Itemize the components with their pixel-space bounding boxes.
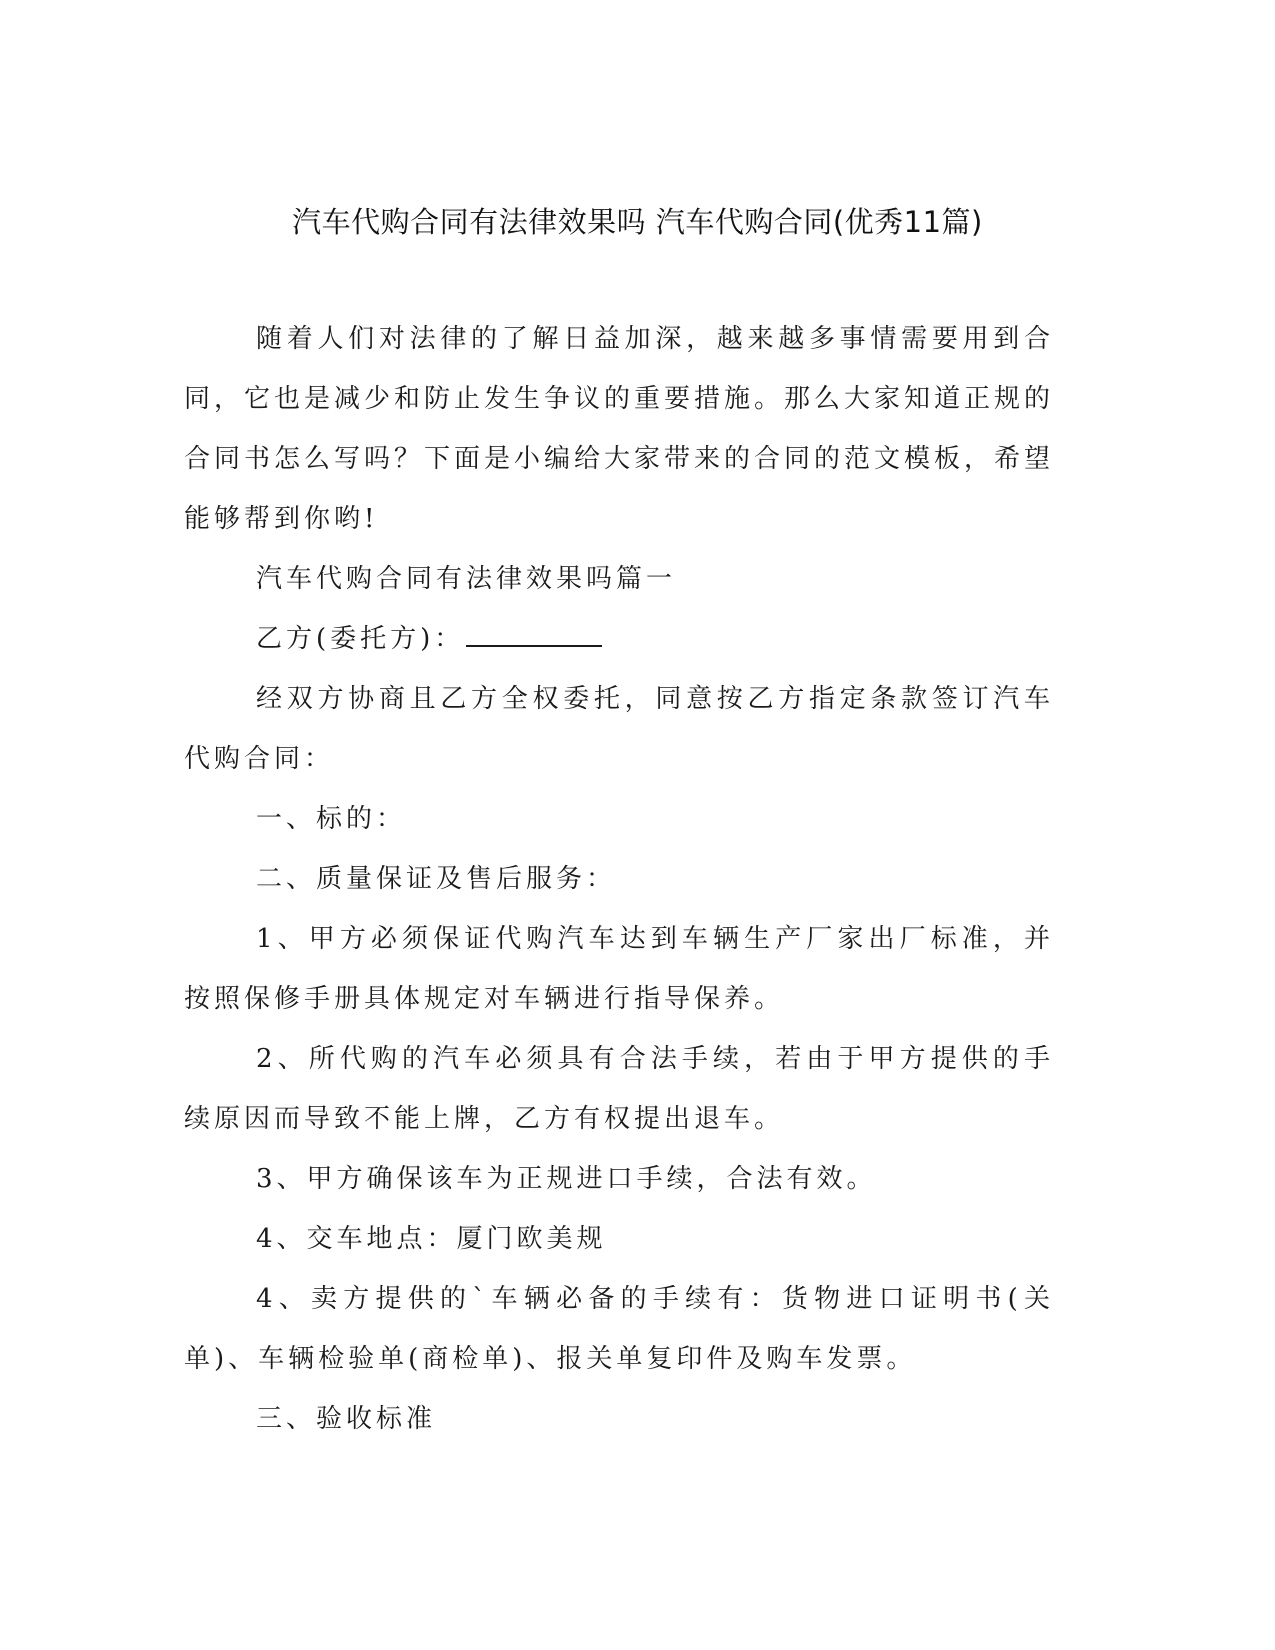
clause-3: 3、甲方确保该车为正规进口手续，合法有效。 [256, 1164, 877, 1194]
item-two: 二、质量保证及售后服务： [256, 864, 617, 894]
document-body [184, 309, 1054, 1449]
intro-paragraph: 随着人们对法律的了解日益加深，越来越多事情需要用到合同，它也是减少和防止发生争议的重要措施。那么大家知道正规的合同书怎么写吗？下面是小编给大家带来的合同的范文模板，希望能够帮到你哟! [184, 324, 1055, 534]
item-one: 一、标的： [256, 804, 407, 834]
party-b-label: 乙方(委托方)： [256, 624, 465, 654]
party-b-line [184, 609, 1054, 669]
clause-4a: 4、交车地点：厦门欧美规 [256, 1224, 607, 1254]
clause-4b: 4、卖方提供的`车辆必备的手续有：货物进口证明书(关单)、车辆检验单(商检单)、报关单复印件及购车发票。 [184, 1284, 1054, 1374]
agreement-paragraph: 经双方协商且乙方全权委托，同意按乙方指定条款签订汽车代购合同： [184, 684, 1054, 774]
item-three: 三、验收标准 [256, 1404, 437, 1434]
clause-2: 2、所代购的汽车必须具有合法手续，若由于甲方提供的手续原因而导致不能上牌，乙方有权提出退车。 [184, 1044, 1054, 1134]
party-b-blank [466, 623, 602, 647]
clause-1: 1、甲方必须保证代购汽车达到车辆生产厂家出厂标准，并按照保修手册具体规定对车辆进行指导保养。 [184, 924, 1054, 1014]
document-title: 汽车代购合同有法律效果吗 汽车代购合同(优秀11篇) [292, 205, 983, 239]
section-heading: 汽车代购合同有法律效果吗篇一 [256, 564, 677, 594]
